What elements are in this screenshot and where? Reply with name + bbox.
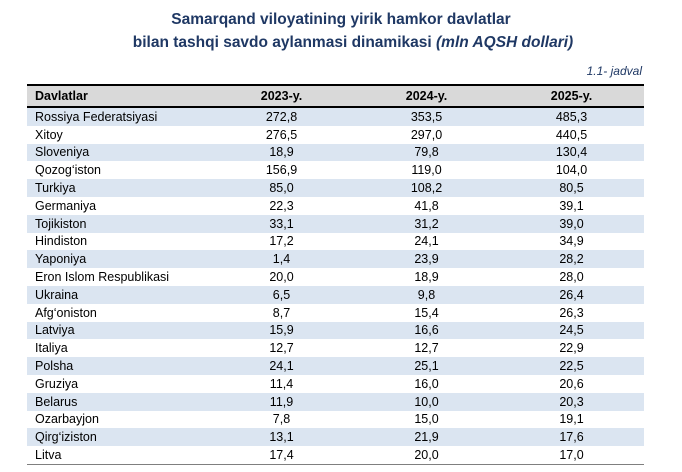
- cell-value-2024: 9,8: [417, 287, 436, 302]
- header-2025: 2025-y.: [550, 89, 593, 103]
- cell-value-2024: 15,0: [414, 412, 439, 427]
- cell-value-2023: 15,9: [269, 323, 294, 338]
- cell-value-2025: 20,3: [559, 394, 584, 409]
- cell-value-2024: 24,1: [414, 234, 439, 249]
- cell-value-2025: 39,0: [559, 216, 584, 231]
- header-2024: 2024-y.: [405, 89, 448, 103]
- table-body: [27, 107, 644, 464]
- table-row: [27, 250, 644, 268]
- cell-country: Tojikiston: [35, 216, 87, 231]
- cell-value-2025: 24,5: [559, 323, 584, 338]
- table-row: [27, 161, 644, 179]
- cell-value-2023: 17,2: [269, 234, 294, 249]
- cell-value-2023: 20,0: [269, 270, 294, 285]
- cell-value-2024: 20,0: [414, 448, 439, 463]
- cell-country: Hindiston: [35, 234, 88, 249]
- cell-country: Latviya: [35, 323, 75, 338]
- table-row: [27, 304, 644, 322]
- cell-value-2024: 108,2: [410, 181, 443, 196]
- cell-value-2025: 19,1: [559, 412, 584, 427]
- cell-value-2023: 85,0: [269, 181, 294, 196]
- cell-value-2025: 28,0: [559, 270, 584, 285]
- cell-value-2025: 34,9: [559, 234, 584, 249]
- cell-value-2025: 17,0: [559, 448, 584, 463]
- cell-value-2024: 10,0: [414, 394, 439, 409]
- cell-country: Eron Islom Respublikasi: [35, 270, 170, 285]
- cell-country: Belarus: [35, 394, 78, 409]
- title-text: bilan tashqi savdo aylanmasi dinamikasi: [132, 34, 432, 51]
- cell-country: Litva: [35, 448, 62, 463]
- cell-value-2025: 440,5: [555, 127, 588, 142]
- cell-value-2024: 16,6: [414, 323, 439, 338]
- cell-value-2023: 17,4: [269, 448, 294, 463]
- cell-country: Afg‘oniston: [35, 305, 97, 320]
- cell-value-2024: 119,0: [411, 163, 442, 178]
- cell-country: Turkiya: [35, 181, 76, 196]
- cell-value-2024: 31,2: [414, 216, 439, 231]
- title-unit: (mln AQSH dollari): [436, 34, 574, 51]
- cell-value-2024: 25,1: [414, 359, 439, 374]
- cell-country: Ozarbayjon: [35, 412, 99, 427]
- table-row: [27, 339, 644, 357]
- cell-value-2023: 7,8: [272, 412, 291, 427]
- cell-value-2023: 12,7: [269, 341, 294, 356]
- cell-value-2025: 80,5: [559, 181, 584, 196]
- cell-value-2025: 26,3: [559, 305, 584, 320]
- cell-value-2025: 485,3: [555, 109, 588, 124]
- table-header-row: [27, 85, 644, 107]
- cell-value-2025: 20,6: [559, 376, 584, 391]
- cell-value-2023: 18,9: [269, 145, 294, 160]
- cell-value-2023: 11,4: [269, 376, 294, 391]
- cell-value-2024: 23,9: [414, 252, 439, 267]
- cell-country: Yaponiya: [35, 252, 87, 267]
- cell-value-2025: 130,4: [555, 145, 588, 160]
- cell-value-2025: 104,0: [555, 163, 588, 178]
- cell-value-2025: 28,2: [559, 252, 584, 267]
- cell-country: Italiya: [35, 341, 68, 356]
- cell-country: Ukraina: [35, 287, 79, 302]
- cell-value-2025: 22,5: [559, 359, 584, 374]
- cell-value-2023: 22,3: [269, 198, 294, 213]
- cell-value-2025: 26,4: [559, 287, 584, 302]
- header-country: Davlatlar: [35, 89, 88, 103]
- cell-value-2023: 13,1: [269, 430, 294, 445]
- cell-value-2025: 17,6: [559, 430, 584, 445]
- title-line-1: Samarqand viloyatining yirik hamkor davlatlar: [171, 11, 511, 28]
- cell-value-2023: 6,5: [272, 287, 291, 302]
- cell-value-2023: 11,9: [269, 394, 294, 409]
- cell-value-2024: 21,9: [414, 430, 439, 445]
- cell-country: Germaniya: [35, 198, 97, 213]
- table-row: [27, 268, 644, 286]
- cell-value-2023: 24,1: [269, 359, 294, 374]
- table-number: 1.1- jadval: [586, 64, 642, 78]
- table-row: [27, 357, 644, 375]
- cell-value-2024: 12,7: [414, 341, 439, 356]
- cell-value-2024: 353,5: [410, 109, 443, 124]
- cell-value-2025: 39,1: [559, 198, 584, 213]
- cell-country: Xitoy: [35, 127, 63, 142]
- table-row: [27, 393, 644, 411]
- cell-value-2023: 1,4: [272, 252, 291, 267]
- cell-value-2023: 156,9: [265, 163, 298, 178]
- table-row: [27, 286, 644, 304]
- cell-value-2023: 272,8: [265, 109, 298, 124]
- cell-country: Sloveniya: [35, 145, 90, 160]
- cell-country: Polsha: [35, 359, 74, 374]
- cell-value-2024: 16,0: [414, 376, 439, 391]
- cell-value-2024: 18,9: [414, 270, 439, 285]
- cell-value-2024: 15,4: [414, 305, 439, 320]
- table-row: [27, 322, 644, 340]
- document-title: [0, 8, 682, 54]
- table-row: [27, 144, 644, 162]
- header-2023: 2023-y.: [260, 89, 303, 103]
- cell-value-2024: 79,8: [414, 145, 439, 160]
- table-row: [27, 126, 644, 144]
- table-row: [27, 375, 644, 393]
- table-row: [27, 233, 644, 251]
- table-row: [27, 107, 644, 126]
- title-line-2: [0, 31, 682, 54]
- cell-value-2023: 33,1: [269, 216, 294, 231]
- cell-value-2024: 41,8: [414, 198, 439, 213]
- table-row: [27, 428, 644, 446]
- trade-table: [27, 84, 644, 465]
- cell-value-2024: 297,0: [410, 127, 443, 142]
- cell-country: Gruziya: [35, 376, 79, 391]
- table-row: [27, 411, 644, 429]
- table-row: [27, 179, 644, 197]
- cell-value-2025: 22,9: [559, 341, 584, 356]
- cell-country: Qirg‘iziston: [35, 430, 97, 445]
- cell-country: Qozog‘iston: [35, 163, 102, 178]
- cell-country: Rossiya Federatsiyasi: [35, 109, 158, 124]
- cell-value-2023: 8,7: [272, 305, 291, 320]
- table-row: [27, 197, 644, 215]
- table-row: [27, 215, 644, 233]
- table-row: [27, 446, 644, 464]
- cell-value-2023: 276,5: [265, 127, 298, 142]
